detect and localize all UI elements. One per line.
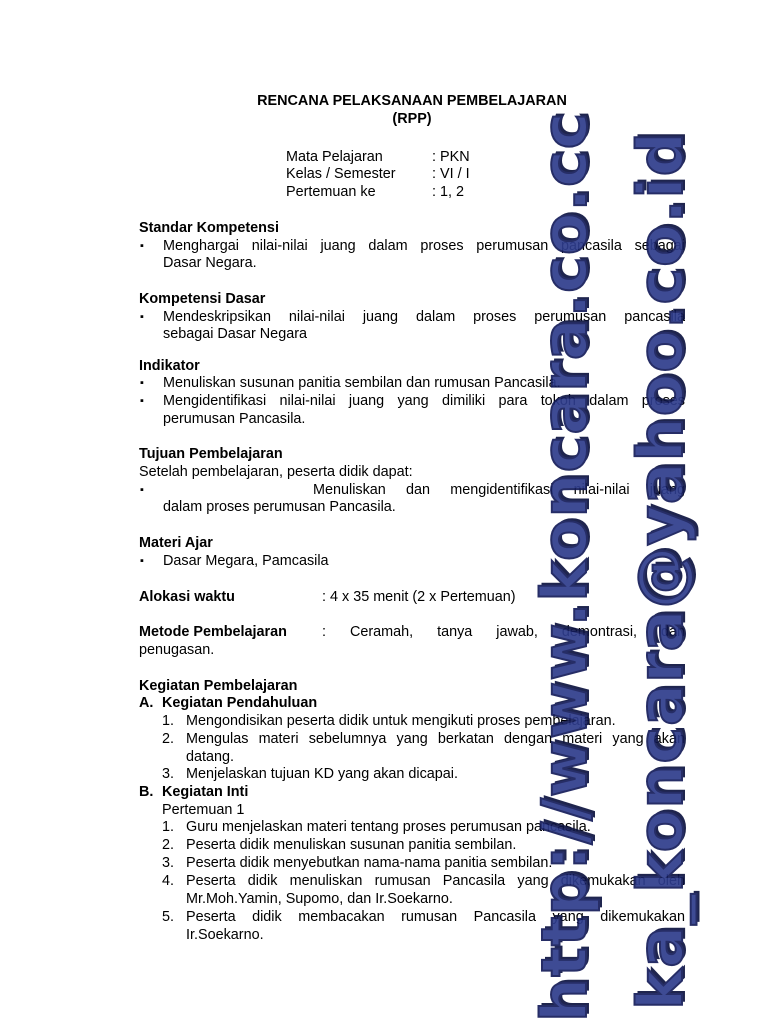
- heading-kegiatan: Kegiatan Pembelajaran: [139, 678, 298, 694]
- list-number: 3.: [162, 855, 175, 871]
- a-item-2-line1: Mengulas materi sebelumnya yang berkatan dengan materi yang akan: [186, 731, 685, 747]
- meta-value-kelas: : VI / I: [432, 166, 470, 182]
- tujuan-item-line1: Menuliskan dan mengidentifikasi nilai-nilai juang: [313, 482, 685, 498]
- heading-standar-kompetensi: Standar Kompetensi: [139, 220, 279, 236]
- b-item-5-line1: Peserta didik membacakan rumusan Pancasila yang dikemukakan: [186, 909, 685, 925]
- list-number: 4.: [162, 873, 175, 889]
- heading-tujuan: Tujuan Pembelajaran: [139, 446, 283, 462]
- bullet-marker: ▪: [140, 311, 144, 323]
- indikator-item2-line2: perumusan Pancasila.: [163, 411, 306, 427]
- list-number: 3.: [162, 766, 175, 782]
- a-item-3: Menjelaskan tujuan KD yang akan dicapai.: [186, 766, 458, 782]
- sk-item-line2: Dasar Negara.: [163, 255, 257, 271]
- bullet-marker: ▪: [140, 484, 144, 496]
- doc-title: RENCANA PELAKSANAAN PEMBELAJARAN: [257, 93, 567, 109]
- b-item-4-line1: Peserta didik menuliskan rumusan Pancasila yang dikemukakan oleh: [186, 873, 685, 889]
- indikator-item2-line1: Mengidentifikasi nilai-nilai juang yang dimiliki para tokoh dalam proses: [163, 393, 685, 409]
- doc-subtitle: (RPP): [392, 111, 432, 127]
- b-item-1: Guru menjelaskan materi tentang proses perumusan pancasila.: [186, 819, 591, 835]
- kd-item-line1: Mendeskripsikan nilai-nilai juang dalam proses perumusan pancasila: [163, 309, 685, 325]
- heading-indikator: Indikator: [139, 358, 200, 374]
- list-number: 2.: [162, 731, 175, 747]
- meta-value-mapel: : PKN: [432, 149, 470, 165]
- watermark-url: http://www.koncara.co.cc: [528, 111, 601, 1022]
- tujuan-intro: Setelah pembelajaran, peserta didik dapat:: [139, 464, 413, 480]
- alokasi-label: Alokasi waktu: [139, 589, 235, 605]
- kegiatan-b-sub: Pertemuan 1: [162, 802, 245, 818]
- b-item-2: Peserta didik menuliskan susunan panitia sembilan.: [186, 837, 517, 853]
- metode-label: Metode Pembelajaran: [139, 624, 287, 640]
- bullet-marker: ▪: [140, 555, 144, 567]
- materi-item: Dasar Megara, Pamcasila: [163, 553, 329, 569]
- a-item-1: Mengondisikan peserta didik untuk mengikuti proses pembelajaran.: [186, 713, 616, 729]
- list-number: 1.: [162, 819, 175, 835]
- metode-value-line2: penugasan.: [139, 642, 215, 658]
- kegiatan-a-heading: Kegiatan Pendahuluan: [162, 695, 318, 711]
- kd-item-line2: sebagai Dasar Negara: [163, 326, 307, 342]
- heading-materi: Materi Ajar: [139, 535, 213, 551]
- meta-label-kelas: Kelas / Semester: [286, 166, 396, 182]
- heading-kompetensi-dasar: Kompetensi Dasar: [139, 291, 266, 307]
- watermark-email: ka_koncara@yahoo.co.id: [624, 130, 697, 1010]
- bullet-marker: ▪: [140, 377, 144, 389]
- bullet-marker: ▪: [140, 395, 144, 407]
- kegiatan-b-heading: Kegiatan Inti: [162, 784, 249, 800]
- tujuan-item-line2: dalam proses perumusan Pancasila.: [163, 499, 396, 515]
- b-item-4-line2: Mr.Moh.Yamin, Supomo, dan Ir.Soekarno.: [186, 891, 453, 907]
- bullet-marker: ▪: [140, 240, 144, 252]
- meta-label-mapel: Mata Pelajaran: [286, 149, 383, 165]
- list-number: 2.: [162, 837, 175, 853]
- alokasi-value: : 4 x 35 menit (2 x Pertemuan): [322, 589, 516, 605]
- kegiatan-b-label: B.: [139, 784, 154, 800]
- a-item-2-line2: datang.: [186, 749, 235, 765]
- kegiatan-a-label: A.: [139, 695, 154, 711]
- b-item-5-line2: Ir.Soekarno.: [186, 927, 264, 943]
- meta-label-pertemuan: Pertemuan ke: [286, 184, 376, 200]
- indikator-item1: Menuliskan susunan panitia sembilan dan rumusan Pancasila.: [163, 375, 561, 391]
- list-number: 5.: [162, 909, 175, 925]
- metode-value-line1: : Ceramah, tanya jawab, demontrasi, dan: [322, 624, 685, 640]
- b-item-3: Peserta didik menyebutkan nama-nama panitia sembilan.: [186, 855, 553, 871]
- list-number: 1.: [162, 713, 175, 729]
- sk-item-line1: Menghargai nilai-nilai juang dalam proses perumusan pancasila sebagai: [163, 238, 685, 254]
- meta-value-pertemuan: : 1, 2: [432, 184, 464, 200]
